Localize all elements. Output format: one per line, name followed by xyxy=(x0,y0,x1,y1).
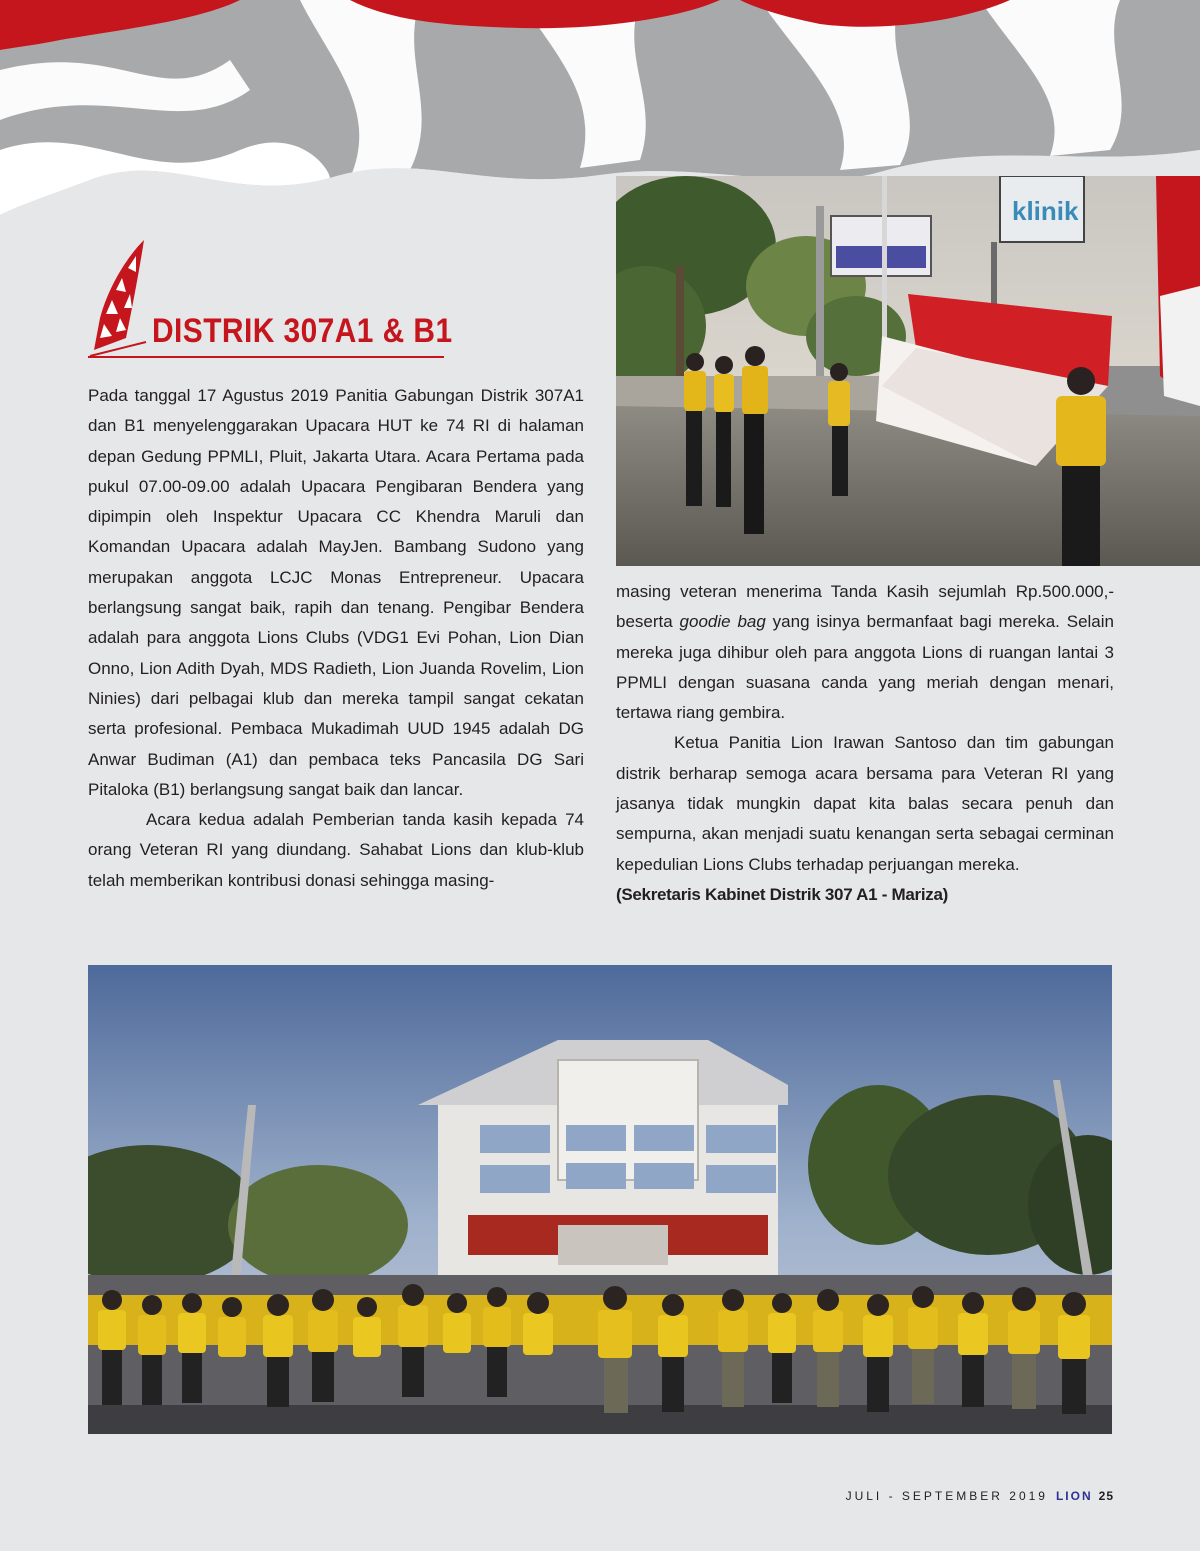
right-paragraph-1-start: masing veteran menerima Tanda Kasih sejumlah Rp.500.000,- beserta xyxy=(616,582,1114,632)
page-footer xyxy=(846,1489,1114,1503)
heading-underline xyxy=(88,356,444,358)
page-number: 25 xyxy=(1098,1489,1114,1503)
author-signature: (Sekretaris Kabinet Distrik 307 A1 - Mariza) xyxy=(616,884,948,904)
magazine-name: LION xyxy=(1055,1489,1093,1503)
flag-raising-photo xyxy=(616,176,1200,566)
klinik-sign-text: klinik xyxy=(1012,196,1079,226)
left-text-column xyxy=(88,381,584,896)
right-paragraph-2: Ketua Panitia Lion Irawan Santoso dan tim gabungan distrik berharap semoga acara bersama para Veteran RI yang jasanya tidak mungkin dapat kita balas secara penuh dan sempurna, akan menjadi suatu kenangan serta sebagai cerminan kepedulian Lions Clubs terhadap perjuangan mereka. xyxy=(616,733,1114,874)
right-paragraph-1-end: yang isinya bermanfaat bagi mereka. Selain mereka juga dihibur oleh para anggota Lions di ruangan lantai 3 PPMLI dengan suasana canda yang meriah dengan menari, tertawa riang gembira. xyxy=(616,612,1114,723)
right-paragraph-1 xyxy=(616,577,1114,728)
article-heading xyxy=(86,238,453,360)
assembly-photo xyxy=(88,965,1112,1434)
issue-date: JULI - SEPTEMBER 2019 xyxy=(845,1489,1048,1503)
left-paragraph-1: Pada tanggal 17 Agustus 2019 Panitia Gabungan Distrik 307A1 dan B1 menyelenggarakan Upacara HUT ke 74 RI di halaman depan Gedung PPMLI, Pluit, Jakarta Utara. Acara Pertama pada pukul 07.00-09.00 adalah Upacara Pengibaran Bendera yang dipimpin oleh Inspektur Upacara CC Khendra Maruli dan Komandan Upacara adalah MayJen. Bambang Sudono yang merupakan anggota LCJC Monas Entrepreneur. Upacara berlangsung sangat baik, rapih dan tenang. Pengibar Bendera adalah para anggota Lions Clubs (VDG1 Evi Pohan, Lion Dian Onno, Lion Adith Dyah, MDS Radieth, Lion Juanda Rovelim, Lion Ninies) dari pelbagai klub dan mereka tampil sangat cekatan serta profesional. Pembaca Mukadimah UUD 1945 adalah DG Anwar Budiman (A1) dan pembaca teks Pancasila DG Sari Pitaloka (B1) berlangsung sangat baik dan lancar. xyxy=(88,386,584,799)
article-title: DISTRIK 307A1 & B1 xyxy=(152,312,453,350)
goodie-bag-emphasis: goodie bag xyxy=(679,612,766,632)
rocket-icon xyxy=(86,238,150,358)
right-text-column xyxy=(616,577,1114,910)
left-paragraph-2: Acara kedua adalah Pemberian tanda kasih kepada 74 orang Veteran RI yang diundang. Sahabat Lions dan klub-klub telah memberikan kontribusi donasi sehingga masing- xyxy=(88,810,584,890)
